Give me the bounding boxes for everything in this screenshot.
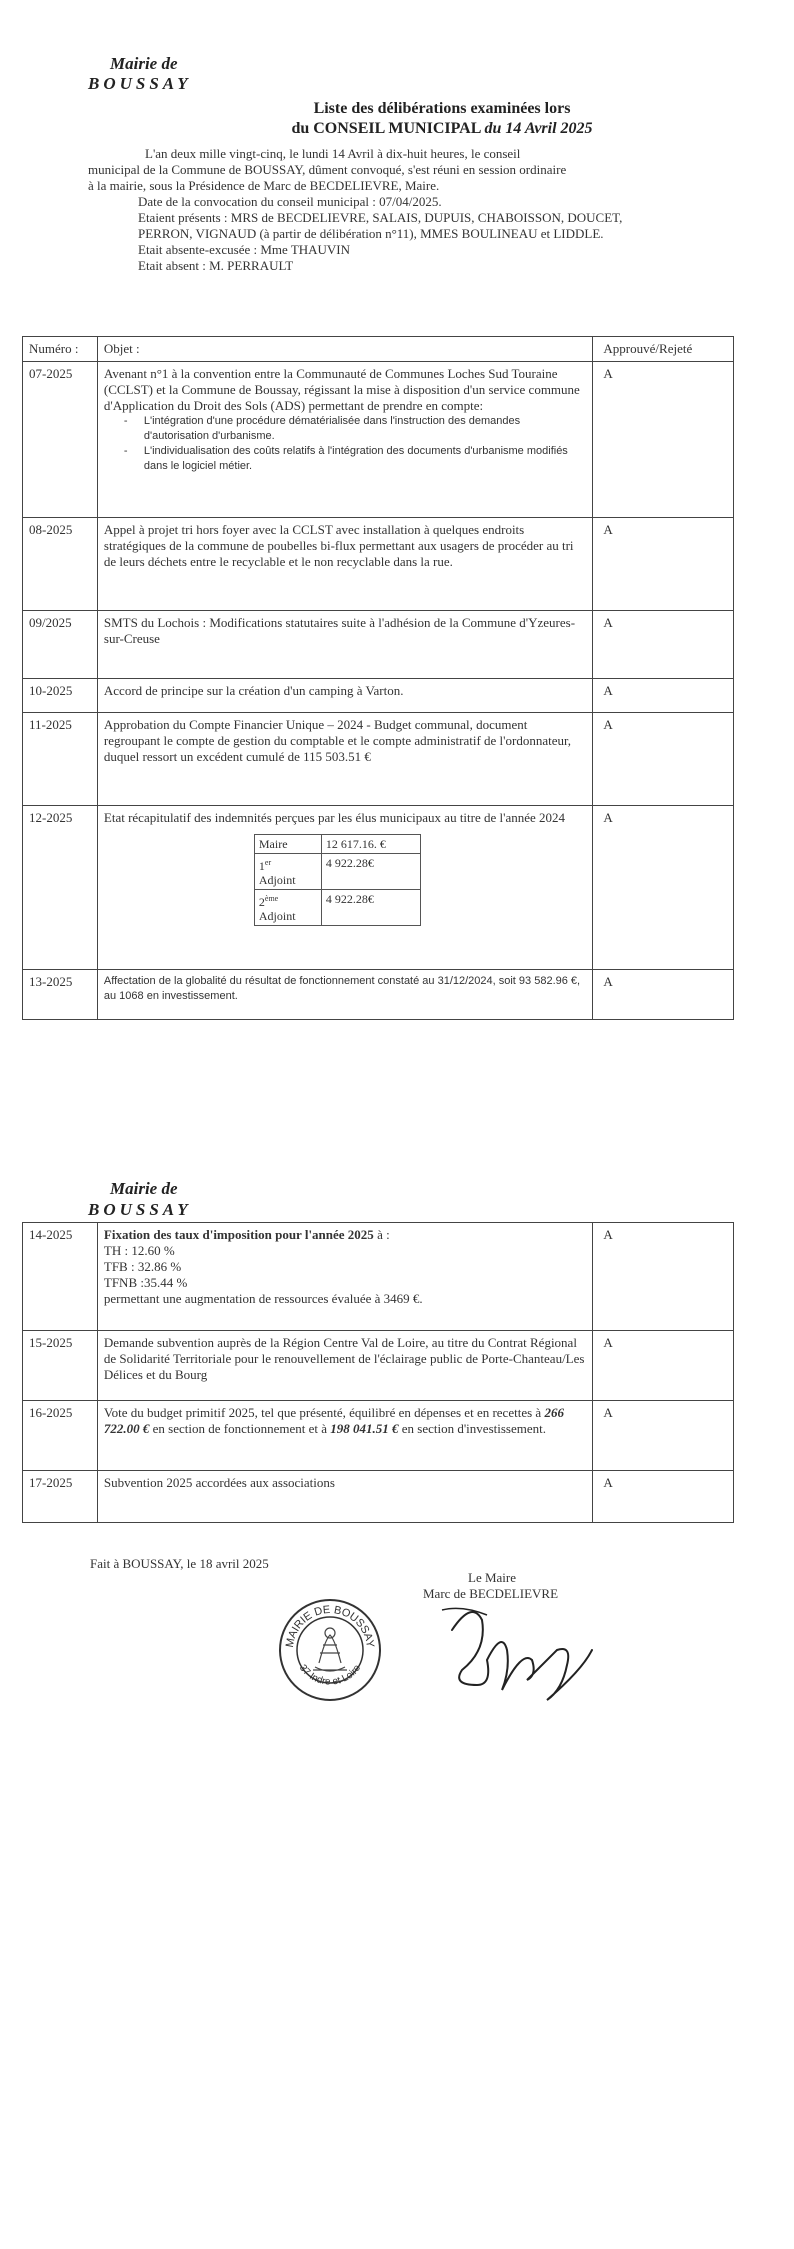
table-row	[23, 518, 734, 611]
row-object	[97, 362, 593, 518]
row-result: A	[593, 362, 734, 518]
indemnity-value: 12 617.16. €	[321, 835, 420, 854]
row-number: 15-2025	[23, 1331, 98, 1401]
bullet-text: L'intégration d'une procédure dématérialisée dans l'instruction des demandes d'autorisation d'urbanisme.	[143, 415, 521, 442]
row-result: A	[593, 611, 734, 679]
title-line2	[0, 119, 794, 139]
row-number: 10-2025	[23, 679, 98, 713]
bullet-dash: -	[123, 445, 128, 457]
title-line1: Liste des délibérations examinées lors	[313, 100, 571, 117]
intro-line-3: à la mairie, sous la Présidence de Marc de BECDELIEVRE, Maire.	[88, 178, 440, 193]
indemnity-row	[254, 835, 420, 854]
table-header-row	[23, 337, 734, 362]
intro-line-8: Etait absent : M. PERRAULT	[138, 258, 294, 273]
row-number: 07-2025	[23, 362, 98, 518]
doc-title	[0, 99, 794, 139]
deliberations-table	[22, 336, 734, 1020]
ordinal: 1	[258, 859, 265, 873]
table-row	[23, 970, 734, 1020]
row-text: Avenant n°1 à la convention entre la Communauté de Communes Loches Sud Touraine (CCLST) et la Commune de Boussay, régissant la mise à disposition d'un service commune d'Application du Droit des Sols (ADS) permettant de prendre en compte:	[103, 366, 580, 413]
indemnity-value: 4 922.28€	[321, 890, 420, 926]
title-main: du CONSEIL MUNICIPAL	[291, 120, 481, 137]
table-row	[23, 1331, 734, 1401]
seal-text-bottom: 37 Indre et Loire	[296, 1662, 364, 1688]
table-row	[23, 1471, 734, 1523]
intro-line-2: municipal de la Commune de BOUSSAY, dûment convoqué, s'est réuni en session ordinaire	[88, 162, 567, 177]
indemnity-label	[254, 854, 321, 890]
col-header-number: Numéro :	[23, 337, 98, 362]
bullet-item	[104, 414, 587, 444]
indemnity-label	[254, 890, 321, 926]
row-result: A	[593, 970, 734, 1020]
tax-th: TH : 12.60 %	[103, 1243, 175, 1258]
tax-title: Fixation des taux d'imposition pour l'année 2025	[103, 1227, 374, 1242]
bullet-text: L'individualisation des coûts relatifs à l'intégration des documents d'urbanisme modifiés dans le logiciel métier.	[143, 445, 568, 472]
row-number: 16-2025	[23, 1401, 98, 1471]
intro-line-6: PERRON, VIGNAUD (à partir de délibération n°11), MMES BOULINEAU et LIDDLE.	[138, 226, 604, 241]
mairie-label-2: Mairie de	[110, 1179, 178, 1198]
ordinal-sup: ème	[264, 894, 279, 903]
col-header-object: Objet :	[97, 337, 593, 362]
row-object: Appel à projet tri hors foyer avec la CCLST avec installation à quelques endroits stratégiques de la commune de poubelles bi-flux permettant aux usagers de procéder au tri de leurs déchets entre le recyclable et le non recyclable dans la rue.	[97, 518, 593, 611]
intro-line-4: Date de la convocation du conseil municipal : 07/04/2025.	[138, 194, 442, 209]
mayor-role: Le Maire	[468, 1570, 517, 1585]
row-number: 11-2025	[23, 713, 98, 806]
table-row	[23, 806, 734, 970]
row-object	[97, 1401, 593, 1471]
row-result: A	[593, 1401, 734, 1471]
seal-text-top: MAIRIE DE BOUSSAY	[283, 1603, 377, 1649]
row-number: 09/2025	[23, 611, 98, 679]
row-object	[97, 1223, 593, 1331]
row-result: A	[593, 713, 734, 806]
budget-text-1: Vote du budget primitif 2025, tel que présenté, équilibré en dépenses et en recettes à	[103, 1405, 545, 1420]
row-result: A	[593, 679, 734, 713]
row-text: Etat récapitulatif des indemnités perçues par les élus municipaux au titre de l'année 2024	[103, 810, 566, 825]
row-result: A	[593, 518, 734, 611]
row-object: Demande subvention auprès de la Région Centre Val de Loire, au titre du Contrat Régional de Solidarité Territoriale pour le renouvellement de l'éclairage public de Porte-Chanteau/Les Délices et du Bourg	[97, 1331, 593, 1401]
row-object: Affectation de la globalité du résultat de fonctionnement constaté au 31/12/2024, soit 93 582.96 €, au 1068 en investissement.	[97, 970, 593, 1020]
table-row	[23, 713, 734, 806]
row-title	[104, 1227, 587, 1243]
mayor-name: Marc de BECDELIEVRE	[423, 1586, 559, 1601]
signed-place-date: Fait à BOUSSAY, le 18 avril 2025	[90, 1556, 269, 1571]
row-number: 12-2025	[23, 806, 98, 970]
budget-text-3: en section d'investissement.	[398, 1421, 546, 1436]
table-row	[23, 611, 734, 679]
row-result: A	[593, 1223, 734, 1331]
col-header-result: Approuvé/Rejeté	[593, 337, 734, 362]
intro-line-1: L'an deux mille vingt-cinq, le lundi 14 Avril à dix-huit heures, le conseil	[145, 146, 521, 161]
tax-tfb: TFB : 32.86 %	[103, 1259, 182, 1274]
intro-line-7: Etait absente-excusée : Mme THAUVIN	[138, 242, 351, 257]
indemnity-row	[254, 854, 420, 890]
row-result: A	[593, 806, 734, 970]
row-result: A	[593, 1331, 734, 1401]
budget-value-2: 198 041.51 €	[330, 1421, 399, 1436]
tax-tfnb: TFNB :35.44 %	[103, 1275, 188, 1290]
row-object: Accord de principe sur la création d'un camping à Varton.	[97, 679, 593, 713]
indemnity-label: Maire	[254, 835, 321, 854]
bullet-item	[104, 444, 587, 474]
commune-name-2: BOUSSAY	[88, 1200, 192, 1219]
table-row	[23, 1223, 734, 1331]
row-result: A	[593, 1471, 734, 1523]
title-date: du 14 Avril 2025	[484, 120, 593, 137]
row-object: Subvention 2025 accordées aux associations	[97, 1471, 593, 1523]
table-row	[23, 1401, 734, 1471]
mairie-seal-icon	[275, 1595, 385, 1705]
row-number: 17-2025	[23, 1471, 98, 1523]
indemnities-table	[254, 834, 421, 926]
bullet-dash: -	[123, 415, 128, 427]
mayor-signature-icon	[432, 1590, 602, 1720]
intro-line-5: Etaient présents : MRS de BECDELIEVRE, SALAIS, DUPUIS, CHABOISSON, DOUCET,	[138, 210, 623, 225]
row-object	[97, 806, 593, 970]
row-number: 14-2025	[23, 1223, 98, 1331]
ordinal: 2	[258, 895, 265, 909]
budget-text-2: en section de fonctionnement et à	[149, 1421, 331, 1436]
row-object: Approbation du Compte Financier Unique – 2024 - Budget communal, document regroupant le compte de gestion du comptable et le compte administratif de l'ordonnateur, duquel ressort un excédent cumulé de 115 503.51 €	[97, 713, 593, 806]
table-row	[23, 679, 734, 713]
table-row	[23, 362, 734, 518]
adjoint-label: Adjoint	[258, 909, 296, 923]
indemnity-value: 4 922.28€	[321, 854, 420, 890]
ordinal-sup: er	[264, 858, 272, 867]
deliberations-table-2	[22, 1222, 734, 1523]
row-object: SMTS du Lochois : Modifications statutaires suite à l'adhésion de la Commune d'Yzeures-sur-Creuse	[97, 611, 593, 679]
row-number: 13-2025	[23, 970, 98, 1020]
indemnity-row	[254, 890, 420, 926]
budget-value-1: 266 722.00 €	[103, 1405, 564, 1436]
svg-text:37 Indre et Loire	[297, 1662, 364, 1687]
row-number: 08-2025	[23, 518, 98, 611]
adjoint-label: Adjoint	[258, 873, 296, 887]
row-text: permettant une augmentation de ressources évaluée à 3469 €.	[103, 1291, 423, 1306]
mairie-label: Mairie de	[110, 54, 178, 73]
tax-title-suffix: à :	[373, 1227, 390, 1242]
commune-name: BOUSSAY	[88, 74, 192, 93]
